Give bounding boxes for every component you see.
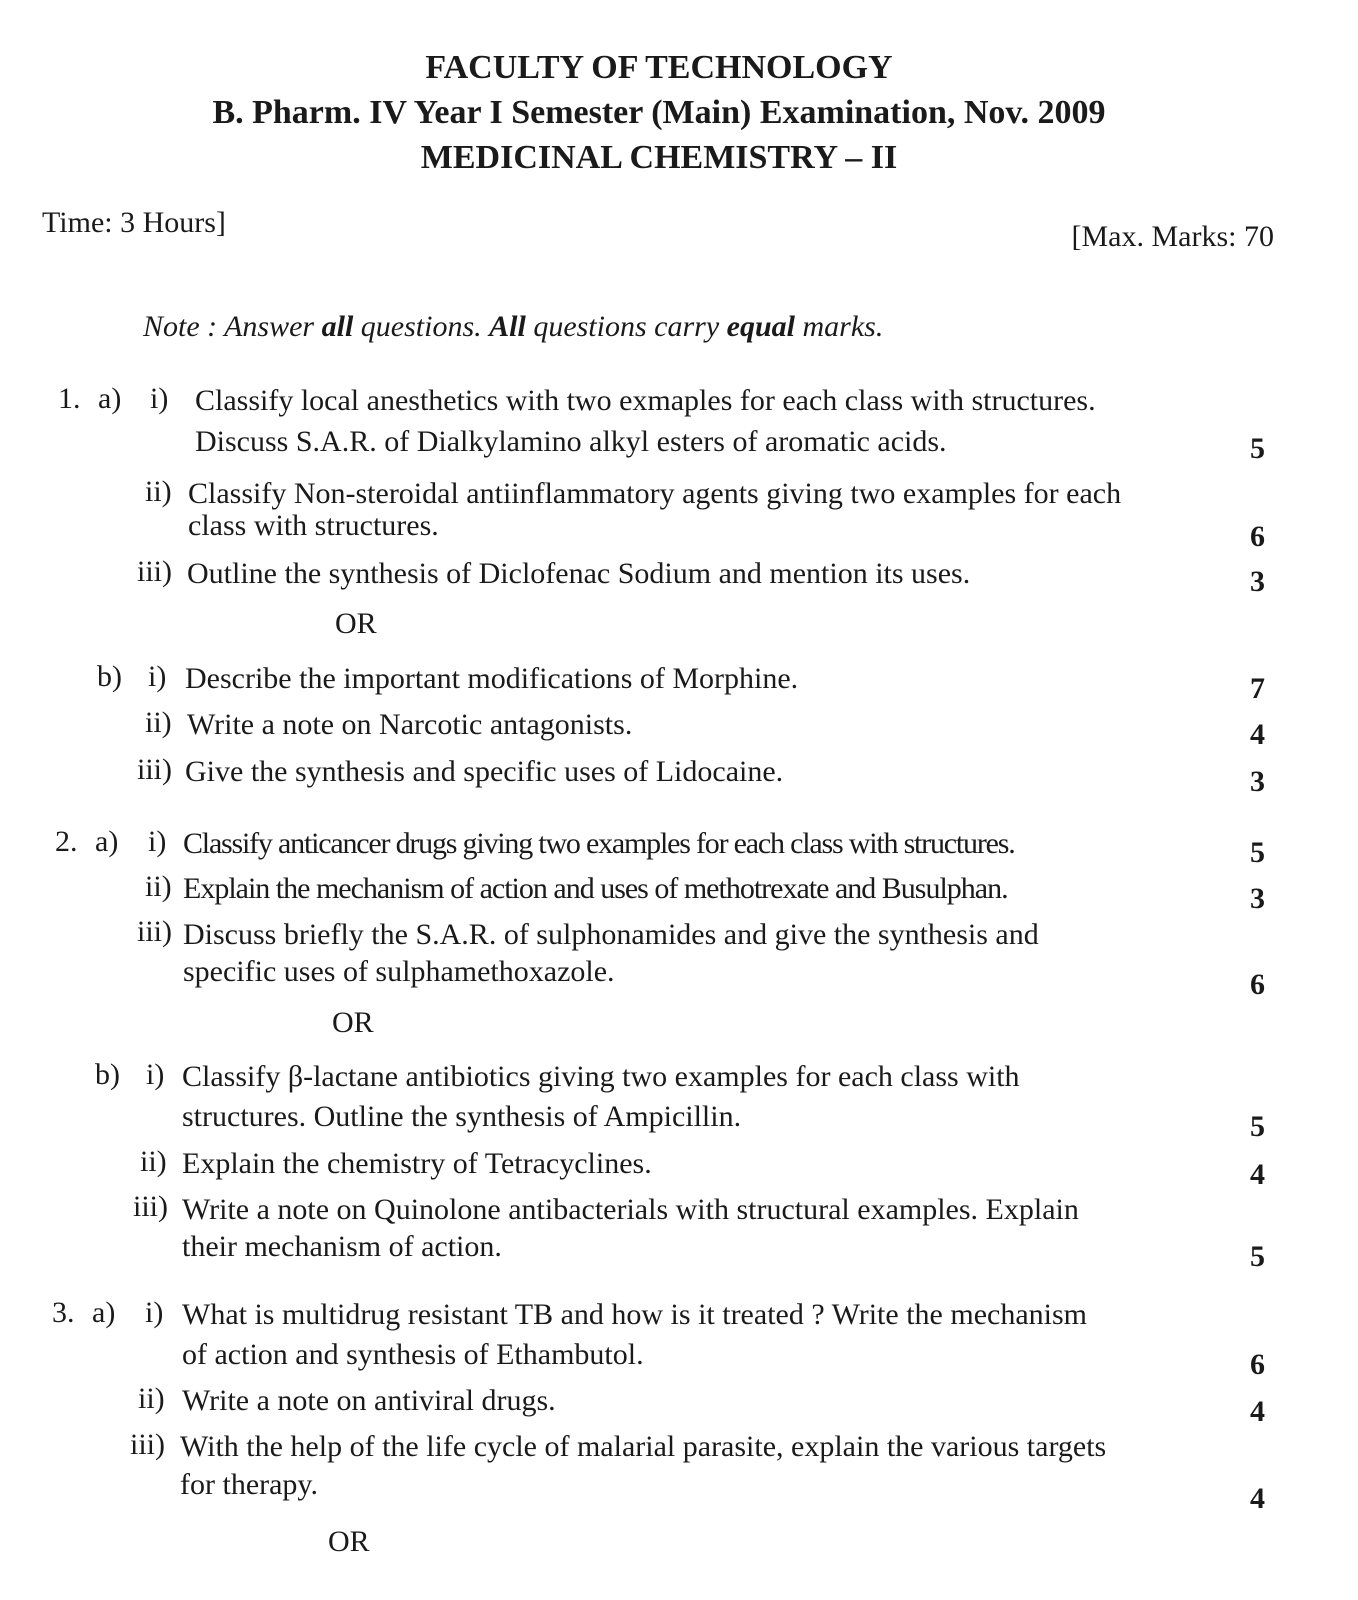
marks: 6 [1250,520,1265,553]
marks: 5 [1250,432,1265,465]
question-number: 3. [52,1296,75,1329]
marks: 4 [1250,718,1265,751]
sub-label: ii) [145,706,172,739]
question-number: 2. [55,825,78,858]
or-separator: OR [335,607,377,640]
marks: 5 [1250,1110,1265,1143]
sub-label: ii) [140,1145,167,1178]
sub-label: i) [148,660,167,693]
sub-label: i) [145,1296,164,1329]
question-text: class with structures. [188,509,439,542]
question-text: Classify β-lactane antibiotics giving two examples for each class with [182,1060,1020,1093]
sub-label: i) [146,1058,165,1091]
marks: 4 [1250,1482,1265,1515]
question-text: Give the synthesis and specific uses of Lidocaine. [185,755,784,788]
sub-label: iii) [133,1190,168,1223]
marks: 4 [1250,1395,1265,1428]
question-text: of action and synthesis of Ethambutol. [182,1338,644,1371]
marks: 5 [1250,836,1265,869]
sub-label: ii) [145,475,172,508]
note-text: marks. [794,310,884,343]
marks: 7 [1250,672,1265,705]
question-text: Classify anticancer drugs giving two examples for each class with structures. [183,827,1015,860]
question-text: Explain the mechanism of action and uses of methotrexate and Busulphan. [183,872,1008,905]
note-emphasis: All [489,310,526,343]
note-emphasis: equal [726,310,795,343]
marks: 4 [1250,1158,1265,1191]
sub-label: ii) [145,870,172,903]
question-text: Write a note on Quinolone antibacterials with structural examples. Explain [182,1193,1079,1226]
marks: 6 [1250,968,1265,1001]
question-text: specific uses of sulphamethoxazole. [183,955,615,988]
question-text: structures. Outline the synthesis of Ampicillin. [182,1100,742,1133]
sub-label: iii) [130,1428,165,1461]
sub-label: iii) [137,753,172,786]
question-text: Write a note on antiviral drugs. [182,1384,556,1417]
sub-label: iii) [137,915,172,948]
marks: 3 [1250,882,1265,915]
question-text: Describe the important modifications of Morphine. [185,662,799,695]
or-separator: OR [328,1525,370,1558]
question-text: What is multidrug resistant TB and how is it treated ? Write the mechanism [182,1298,1087,1331]
question-text: Outline the synthesis of Diclofenac Sodium and mention its uses. [187,557,971,590]
subject-heading: MEDICINAL CHEMISTRY – II [420,139,898,176]
question-text: their mechanism of action. [182,1230,502,1263]
question-text: With the help of the life cycle of malarial parasite, explain the various targets [180,1430,1107,1463]
sub-label: i) [148,825,167,858]
question-text: Write a note on Narcotic antagonists. [187,708,633,741]
part-label: b) [95,1058,120,1091]
question-text: Classify local anesthetics with two exmaples for each class with structures. [195,384,1096,417]
question-number: 1. [58,382,81,415]
part-label: b) [97,660,122,693]
sub-label: i) [150,382,169,415]
exam-heading: B. Pharm. IV Year I Semester (Main) Examination, Nov. 2009 [212,94,1106,131]
question-text: for therapy. [180,1468,318,1501]
question-text: Classify Non-steroidal antiinflammatory agents giving two examples for each [188,477,1122,510]
marks: 5 [1250,1240,1265,1273]
marks: 6 [1250,1348,1265,1381]
question-text: Discuss S.A.R. of Dialkylamino alkyl esters of aromatic acids. [195,425,947,458]
question-text: Explain the chemistry of Tetracyclines. [182,1147,652,1180]
marks: 3 [1250,565,1265,598]
part-label: a) [92,1296,116,1329]
note-text: Note : Answer [143,310,322,343]
question-text: Discuss briefly the S.A.R. of sulphonamides and give the synthesis and [183,918,1039,951]
note-text: questions. [353,310,490,343]
sub-label: iii) [137,555,172,588]
marks: 3 [1250,765,1265,798]
sub-label: ii) [138,1382,165,1415]
instructions-note [143,310,883,344]
max-marks-label: [Max. Marks: 70 [1071,220,1274,253]
note-text: questions carry [525,310,727,343]
faculty-heading: FACULTY OF TECHNOLOGY [425,49,893,86]
part-label: a) [98,382,122,415]
or-separator: OR [332,1006,374,1039]
note-emphasis: all [321,310,354,343]
part-label: a) [95,825,119,858]
time-label: Time: 3 Hours] [42,206,226,239]
